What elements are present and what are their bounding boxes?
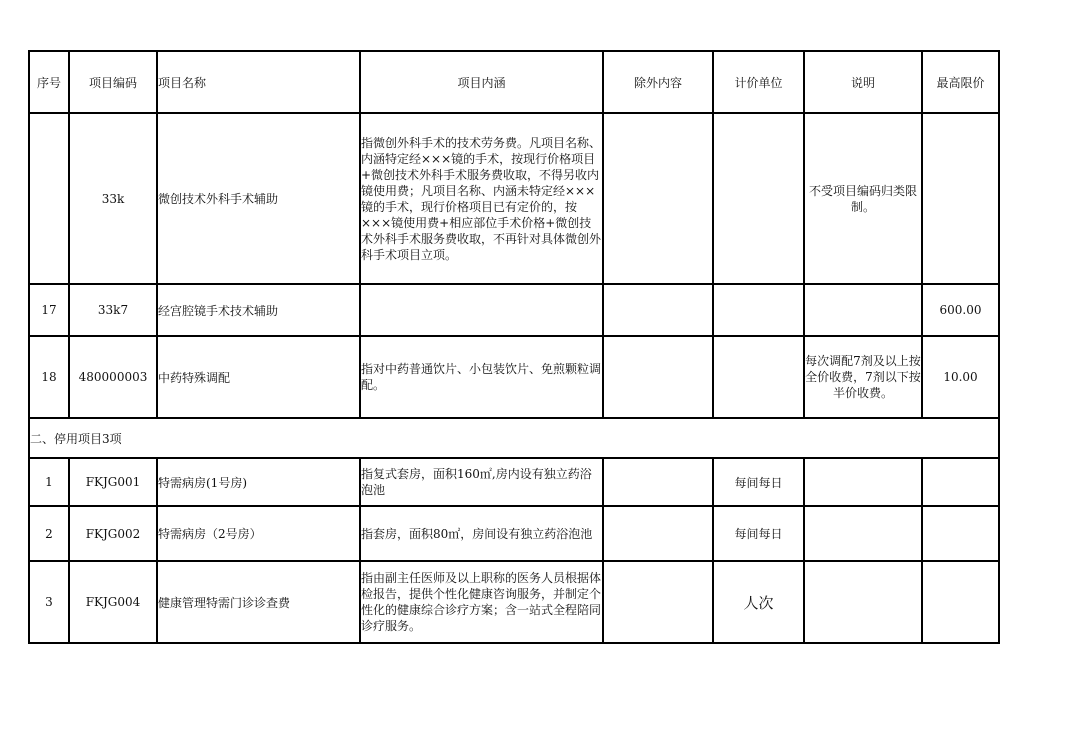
table-row: [29, 113, 999, 284]
row-seq: [29, 113, 69, 284]
header-unit: 计价单位: [713, 51, 804, 113]
section-row: [29, 418, 999, 458]
header-note: 说明: [804, 51, 922, 113]
row-note: [804, 458, 922, 506]
row-exclude: [603, 113, 713, 284]
row-exclude: [603, 284, 713, 336]
header-code: 项目编码: [69, 51, 157, 113]
header-price: 最高限价: [922, 51, 999, 113]
row-code: FKJG004: [69, 561, 157, 643]
row-unit: 每间每日: [713, 458, 804, 506]
row-note: [804, 284, 922, 336]
row-unit: 人次: [713, 561, 804, 643]
row-desc: 指由副主任医师及以上职称的医务人员根据体检报告，提供个性化健康咨询服务，并制定个性化的健康综合诊疗方案；含一站式全程陪同诊疗服务。: [360, 561, 603, 643]
row-price: 10.00: [922, 336, 999, 418]
row-note: 不受项目编码归类限制。: [804, 113, 922, 284]
section-title: 二、停用项目3项: [29, 418, 999, 458]
row-name: 经宫腔镜手术技术辅助: [157, 284, 360, 336]
row-name: 中药特殊调配: [157, 336, 360, 418]
row-exclude: [603, 458, 713, 506]
row-desc: 指微创外科手术的技术劳务费。凡项目名称、内涵特定经×××镜的手术，按现行价格项目+微创技术外科手术服务费收取，不得另收内镜使用费；凡项目名称、内涵未特定经×××镜的手术，现行价格项目已有定价的，按×××镜使用费+相应部位手术价格+微创技术外科手术服务费收取，不再针对具体微创外科手术项目立项。: [360, 113, 603, 284]
row-name: 微创技术外科手术辅助: [157, 113, 360, 284]
row-price: [922, 506, 999, 561]
header-exclude: 除外内容: [603, 51, 713, 113]
row-exclude: [603, 506, 713, 561]
header-row: [29, 51, 999, 113]
row-price: [922, 113, 999, 284]
row-note: 每次调配7剂及以上按全价收费，7剂以下按半价收费。: [804, 336, 922, 418]
table-row: [29, 458, 999, 506]
table-row: [29, 506, 999, 561]
row-code: 480000003: [69, 336, 157, 418]
row-price: [922, 458, 999, 506]
table-row: [29, 561, 999, 643]
row-name: 健康管理特需门诊诊查费: [157, 561, 360, 643]
price-table: [28, 50, 1000, 644]
row-desc: [360, 284, 603, 336]
header-desc: 项目内涵: [360, 51, 603, 113]
table-row: [29, 336, 999, 418]
row-seq: 18: [29, 336, 69, 418]
row-code: FKJG002: [69, 506, 157, 561]
row-seq: 1: [29, 458, 69, 506]
row-desc: 指对中药普通饮片、小包装饮片、免煎颗粒调配。: [360, 336, 603, 418]
row-code: FKJG001: [69, 458, 157, 506]
table-row: [29, 284, 999, 336]
row-name: 特需病房(1号房): [157, 458, 360, 506]
row-desc: 指套房，面积80㎡，房间设有独立药浴泡池: [360, 506, 603, 561]
row-note: [804, 506, 922, 561]
row-unit: [713, 284, 804, 336]
row-unit: 每间每日: [713, 506, 804, 561]
row-exclude: [603, 561, 713, 643]
header-seq: 序号: [29, 51, 69, 113]
row-unit: [713, 336, 804, 418]
row-code: 33k7: [69, 284, 157, 336]
row-seq: 17: [29, 284, 69, 336]
row-desc: 指复式套房，面积160㎡,房内设有独立药浴泡池: [360, 458, 603, 506]
row-exclude: [603, 336, 713, 418]
row-name: 特需病房（2号房）: [157, 506, 360, 561]
row-price: [922, 561, 999, 643]
row-seq: 2: [29, 506, 69, 561]
row-note: [804, 561, 922, 643]
header-name: 项目名称: [157, 51, 360, 113]
row-code: 33k: [69, 113, 157, 284]
row-price: 600.00: [922, 284, 999, 336]
row-seq: 3: [29, 561, 69, 643]
row-unit: [713, 113, 804, 284]
